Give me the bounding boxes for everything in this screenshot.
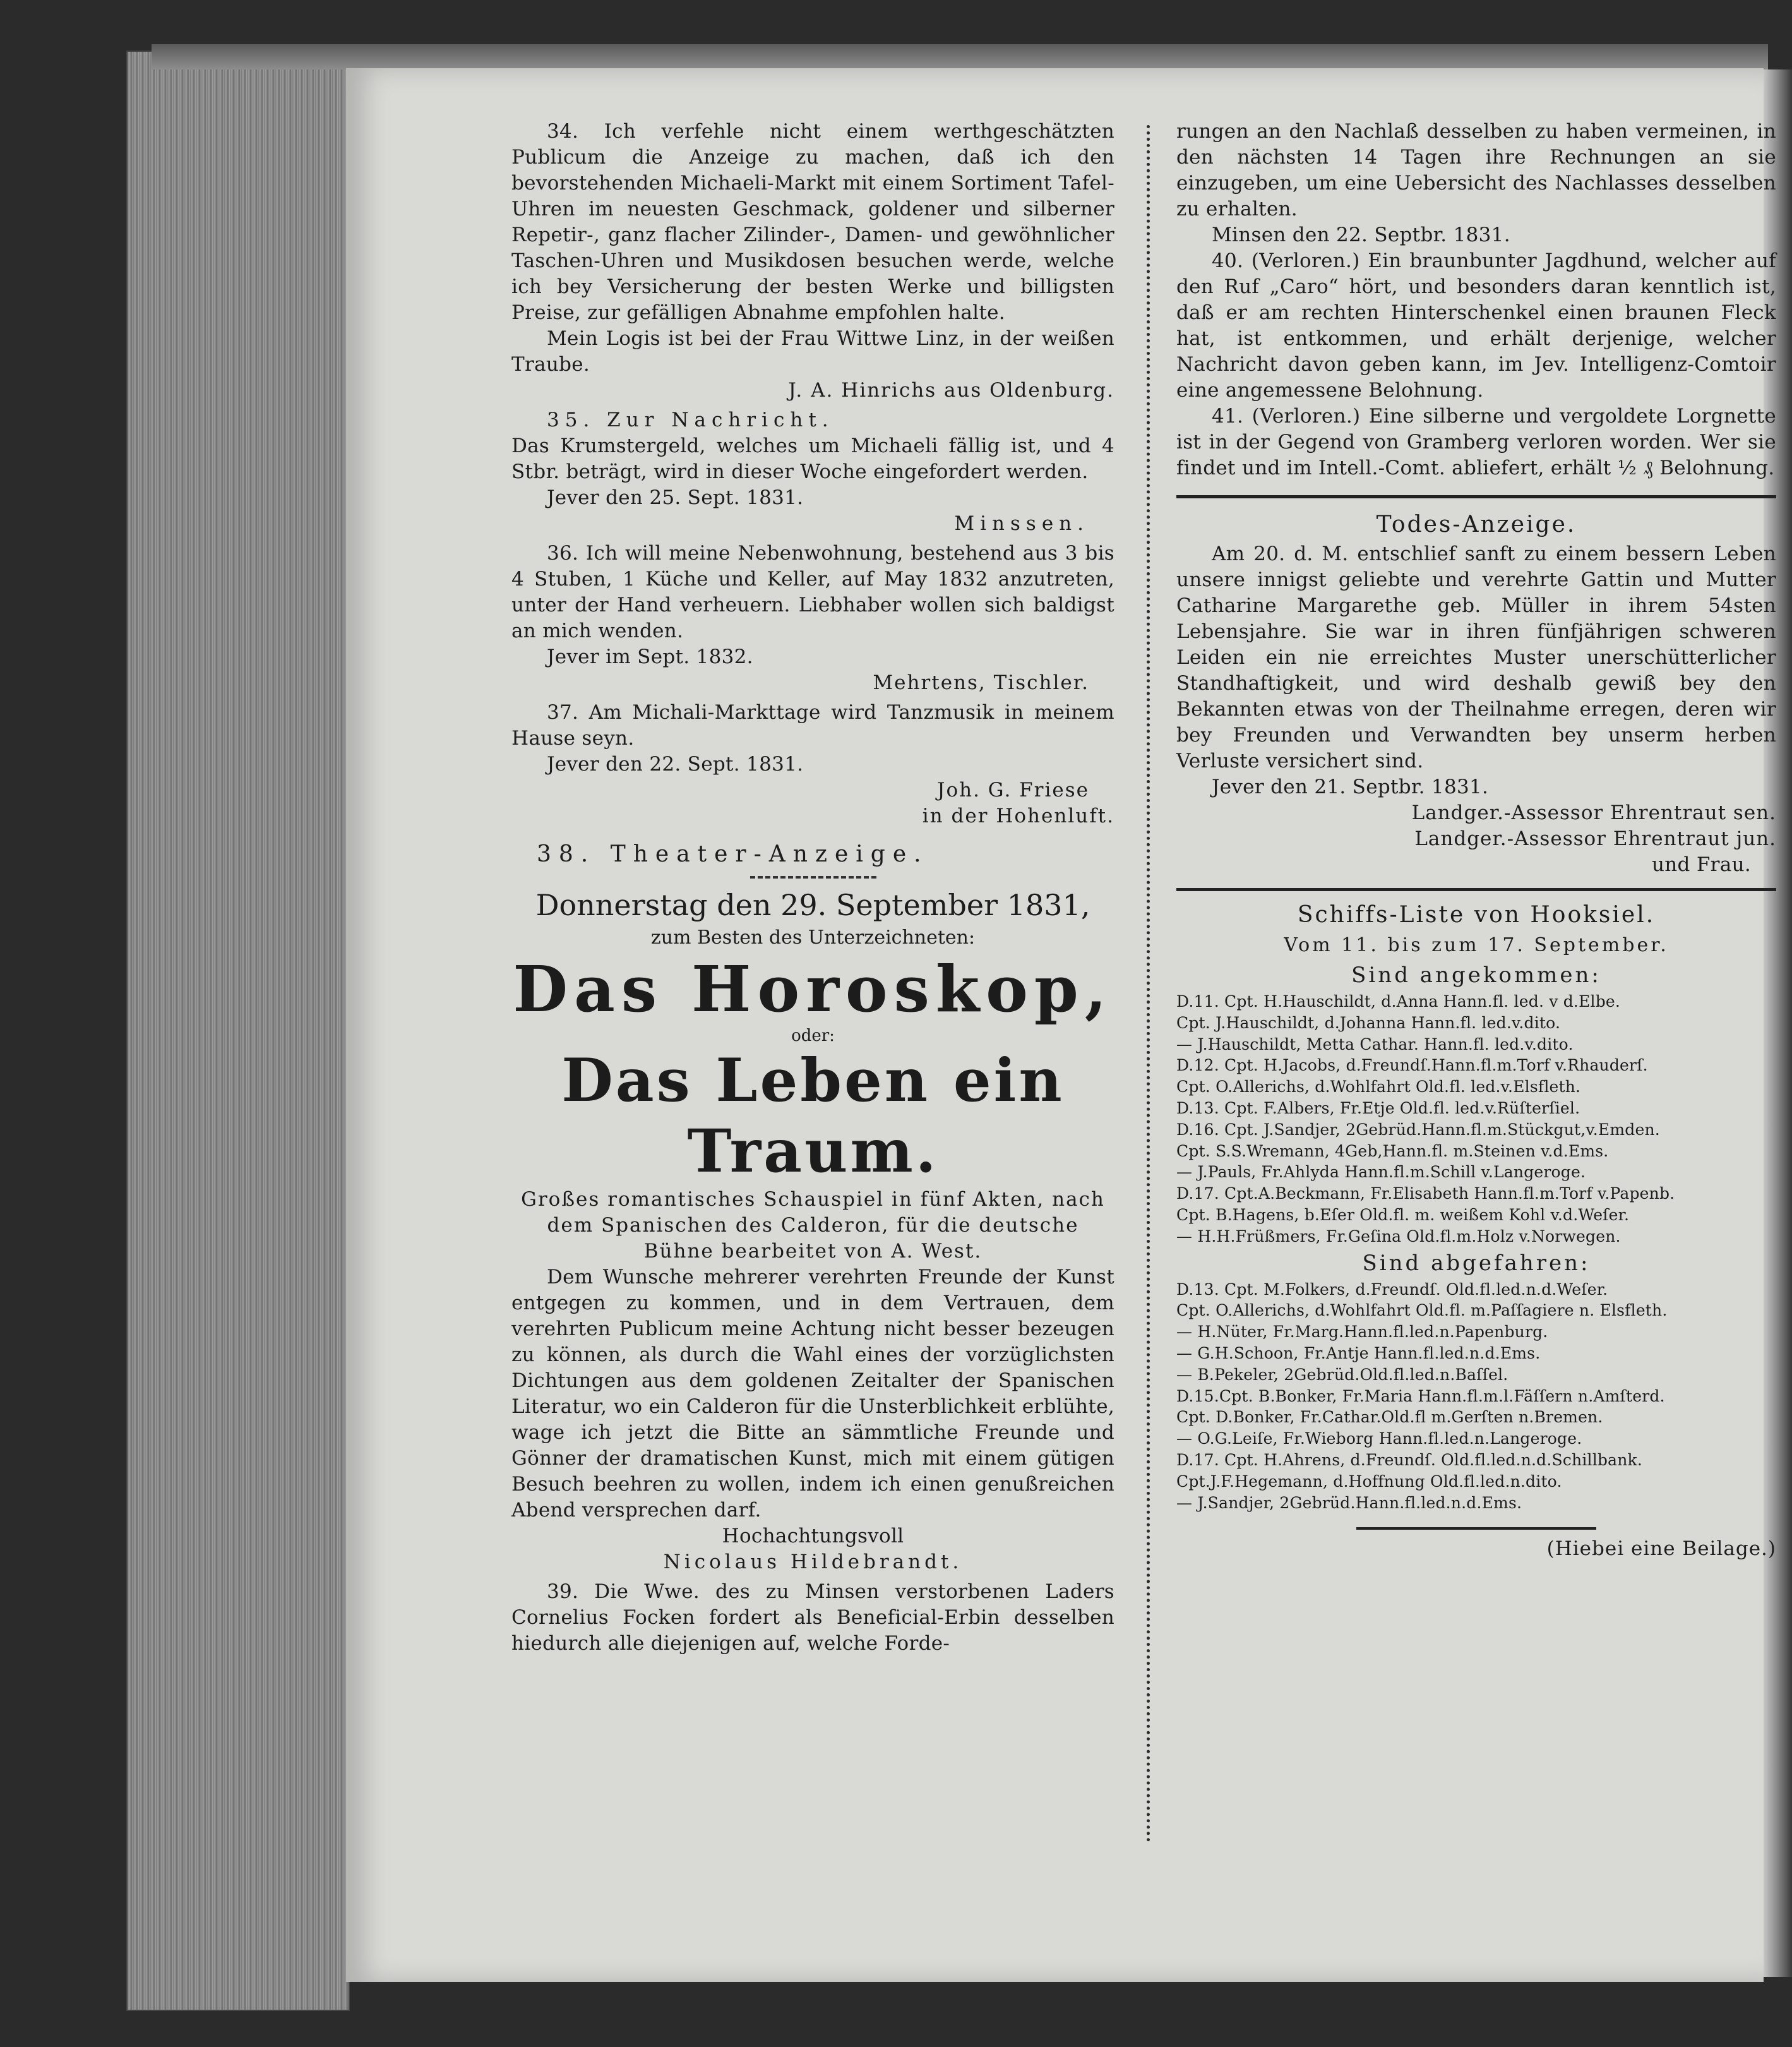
list-item: — G.H.Schoon, Fr.Antje Hann.fl.led.n.d.Ems. <box>1176 1343 1541 1362</box>
ad-39-body: 39. Die Wwe. des zu Minsen verstorbenen Laders Cornelius Focken fordert als Beneficial-Erbin desselben hiedurch alle diejenigen auf, welche Forde- <box>511 1580 1114 1655</box>
ad-37-signature: Joh. G. Friese <box>937 779 1089 801</box>
list-item: — O.G.Leiſe, Fr.Wieborg Hann.fl.led.n.Langeroge. <box>1176 1429 1582 1448</box>
ship-arrived-list <box>1176 991 1776 1247</box>
list-item: — H.Nüter, Fr.Marg.Hann.fl.led.n.Papenburg. <box>1176 1323 1548 1342</box>
play-subtitle: Großes romantisches Schauspiel in fünf Akten, nach dem Spanischen des Calderon, für die deutsche Bühne bearbeitet von A. West. <box>521 1188 1105 1263</box>
list-item: Cpt.J.F.Hegemann, d.Hoffnung Old.fl.led.n.dito. <box>1176 1472 1562 1491</box>
ship-list-end-rule <box>1356 1527 1596 1530</box>
ad-35-signature: Minssen. <box>954 512 1089 535</box>
ad-38-theater <box>511 838 1114 1575</box>
supplement-note: (Hiebei eine Beilage.) <box>1546 1537 1776 1561</box>
left-column <box>511 119 1114 1657</box>
book-top-edge <box>152 44 1768 69</box>
ad-36-place: Jever im Sept. 1832. <box>547 645 753 668</box>
ad-35-heading: 35. Zur Nachricht. <box>547 409 834 431</box>
list-item: D.13. Cpt. F.Albers, Fr.Etje Old.fl. led.v.Rüſterſiel. <box>1176 1098 1580 1117</box>
section-rule-2 <box>1176 888 1776 891</box>
death-notice-signer-wife: und Frau. <box>1652 853 1751 876</box>
play-alt-title: Das Leben ein Traum. <box>561 1046 1065 1186</box>
death-notice-place: Jever den 21. Septbr. 1831. <box>1212 776 1489 798</box>
list-item: — J.Hauschildt, Metta Cathar. Hann.fl. led.v.dito. <box>1176 1035 1574 1054</box>
list-item: — J.Sandjer, 2Gebrüd.Hann.fl.led.n.d.Ems. <box>1176 1493 1522 1512</box>
list-item: D.15.Cpt. B.Bonker, Fr.Maria Hann.fl.m.l.Fäſſern n.Amſterd. <box>1176 1386 1665 1405</box>
list-item: D.16. Cpt. J.Sandjer, 2Gebrüd.Hann.fl.m.Stückgut,v.Emden. <box>1176 1120 1660 1139</box>
newspaper-page <box>346 68 1776 1982</box>
play-title-oder: oder: <box>791 1026 835 1045</box>
list-item: D.12. Cpt. H.Jacobs, d.Freundſ.Hann.fl.m.Torf v.Rhauderſ. <box>1176 1056 1648 1075</box>
ad-39 <box>511 1579 1114 1657</box>
theater-heading: 38. Theater-Anzeige. <box>537 841 929 867</box>
ad-36-body: 36. Ich will meine Nebenwohnung, bestehend aus 3 bis 4 Stuben, 1 Küche und Keller, auf May 1832 anzutreten, unter der Hand verheuern. Liebhaber wollen sich baldigst an mich wenden. <box>511 542 1114 642</box>
ad-36 <box>511 541 1114 696</box>
death-notice-signer-sen: Landger.-Assessor Ehrentraut sen. <box>1411 801 1776 824</box>
death-notice-heading: Todes-Anzeige. <box>1376 512 1577 537</box>
column-divider <box>1147 125 1150 1843</box>
ship-list <box>1176 899 1776 1562</box>
ad-37-body: 37. Am Michali-Markttage wird Tanzmusik in meinem Hause seyn. <box>511 701 1114 750</box>
list-item: D.13. Cpt. M.Folkers, d.Freundſ. Old.fl.led.n.d.Weſer. <box>1176 1280 1608 1299</box>
ad-40 <box>1176 248 1776 404</box>
list-item: D.17. Cpt. H.Ahrens, d.Freundſ. Old.fl.led.n.d.Schillbank. <box>1176 1450 1643 1469</box>
ship-departed-heading: Sind abgefahren: <box>1362 1250 1591 1276</box>
ad-36-signature: Mehrtens, Tischler. <box>873 671 1089 694</box>
theater-body: Dem Wunsche mehrerer verehrten Freunde der Kunst entgegen zu kommen, und in dem Vertrauen, dem verehrten Publicum meine Achtung nicht besser bezeugen zu können, als durch die Wahl eines der vorzüglichsten Dichtungen aus dem goldenen Zeitalter der Spanischen Literatur, wo ein Calderon für die Unsterblichkeit erblühte, wage ich jetzt die Bitte an sämmtliche Freunde und Gönner der dramatischen Kunst, mich mit einem gütigen Besuch beehren zu wollen, indem ich einen genußreichen Abend versprechen darf. <box>511 1266 1114 1522</box>
ad-39-continued-body: rungen an den Nachlaß desselben zu haben vermeinen, in den nächsten 14 Tagen ihre Rechnungen an sie einzugeben, um eine Uebersicht des Nachlasses desselben zu erhalten. <box>1176 120 1776 220</box>
ad-35-place: Jever den 25. Sept. 1831. <box>547 486 804 509</box>
theater-signature: Nicolaus Hildebrandt. <box>663 1551 963 1573</box>
play-title: Das Horoskop, <box>513 952 1113 1026</box>
theater-benefit: zum Besten des Unterzeichneten: <box>650 927 976 949</box>
right-column <box>1176 119 1776 1562</box>
list-item: — H.H.Früßmers, Fr.Geſina Old.fl.m.Holz v.Norwegen. <box>1176 1227 1621 1246</box>
ship-arrived-heading: Sind angekommen: <box>1351 963 1601 988</box>
ad-34 <box>511 119 1114 404</box>
ship-departed-list <box>1176 1279 1776 1514</box>
ad-34-body: 34. Ich verfehle nicht einem werthgeschätzten Publicum die Anzeige zu machen, daß ich den bevorstehenden Michaeli-Markt mit einem Sortiment Tafel-Uhren im neuesten Geschmack, goldener und silberner Repetir-, ganz flacher Zilinder-, Damen- und gewöhnlicher Taschen-Uhren und Musikdosen besuchen werde, welche ich bey Versicherung der besten Werke und billigsten Preise, zur gefälligen Abnahme empfohlen halte. <box>511 120 1114 324</box>
theater-date: Donnerstag den 29. September 1831, <box>535 888 1090 922</box>
theater-ornament-rule <box>750 876 876 879</box>
ship-list-heading: Schiffs-Liste von Hooksiel. <box>1297 902 1656 928</box>
ad-37-location: in der Hohenluft. <box>922 805 1114 827</box>
ad-35-body: Das Krumstergeld, welches um Michaeli fällig ist, und 4 Stbr. beträgt, wird in dieser Woche eingefordert werden. <box>511 435 1114 483</box>
ship-list-period: Vom 11. bis zum 17. September. <box>1284 934 1669 956</box>
ad-41 <box>1176 404 1776 481</box>
list-item: Cpt. O.Allerichs, d.Wohlfahrt Old.fl. m.Paſſagiere n. Elsfleth. <box>1176 1301 1668 1320</box>
ad-39-continued <box>1176 119 1776 248</box>
ad-41-body: 41. (Verloren.) Eine silberne und vergoldete Lorgnette ist in der Gegend von Gramberg verloren worden. Wer sie findet und im Intell.-Comt. abliefert, erhält ½ ₰ Belohnung. <box>1176 405 1776 479</box>
ad-34-logis: Mein Logis ist bei der Frau Wittwe Linz, in der weißen Traube. <box>511 327 1114 376</box>
list-item: D.17. Cpt.A.Beckmann, Fr.Elisabeth Hann.fl.m.Torf v.Papenb. <box>1176 1184 1675 1203</box>
ad-34-signature: J. A. Hinrichs aus Oldenburg. <box>788 379 1114 402</box>
death-notice <box>1176 508 1776 878</box>
ad-37 <box>511 700 1114 829</box>
list-item: Cpt. D.Bonker, Fr.Cathar.Old.fl m.Gerſten n.Bremen. <box>1176 1408 1603 1427</box>
list-item: — B.Pekeler, 2Gebrüd.Old.fl.led.n.Baſſel. <box>1176 1365 1508 1384</box>
list-item: D.11. Cpt. H.Hauschildt, d.Anna Hann.fl. led. v d.Elbe. <box>1176 992 1621 1011</box>
death-notice-signer-jun: Landger.-Assessor Ehrentraut jun. <box>1414 827 1776 850</box>
ad-37-place: Jever den 22. Sept. 1831. <box>547 753 804 776</box>
section-rule-1 <box>1176 495 1776 498</box>
list-item: Cpt. S.S.Wremann, 4Geb,Hann.fl. m.Steinen v.d.Ems. <box>1176 1141 1609 1160</box>
ad-35 <box>511 407 1114 537</box>
ad-40-body: 40. (Verloren.) Ein braunbunter Jagdhund, welcher auf den Ruf „Caro“ hört, und besonders daran kenntlich ist, daß er am rechten Hinterschenkel einen braunen Fleck hat, ist entkommen, und erhält derjenige, welcher Nachricht davon geben kann, im Jev. Intelligenz-Comtoir eine angemessene Belohnung. <box>1176 249 1776 402</box>
list-item: — J.Pauls, Fr.Ahlyda Hann.fl.m.Schill v.Langeroge. <box>1176 1163 1586 1182</box>
death-notice-body: Am 20. d. M. entschlief sanft zu einem bessern Leben unsere innigst geliebte und verehrte Gattin und Mutter Catharine Margarethe geb. Müller in ihrem 54sten Lebensjahre. Sie war in ihren fünfjährigen schweren Leiden ein nie erreichtes Muster unerschütterlicher Standhaftigkeit, und wird deshalb gewiß bey den Bekannten etwas von der Theilnahme erregen, deren wir bey Freunden und Verwandten bey unserm herben Verluste versichert sind. <box>1176 543 1776 772</box>
list-item: Cpt. J.Hauschildt, d.Johanna Hann.fl. led.v.dito. <box>1176 1013 1561 1032</box>
list-item: Cpt. B.Hagens, b.Eſer Old.fl. m. weißem Kohl v.d.Weſer. <box>1176 1205 1630 1224</box>
book-page-edges <box>126 51 350 2011</box>
ad-39-place: Minsen den 22. Septbr. 1831. <box>1212 224 1510 246</box>
theater-closing: Hochachtungsvoll <box>722 1525 904 1547</box>
list-item: Cpt. O.Allerichs, d.Wohlfahrt Old.fl. led.v.Elsfleth. <box>1176 1078 1581 1096</box>
